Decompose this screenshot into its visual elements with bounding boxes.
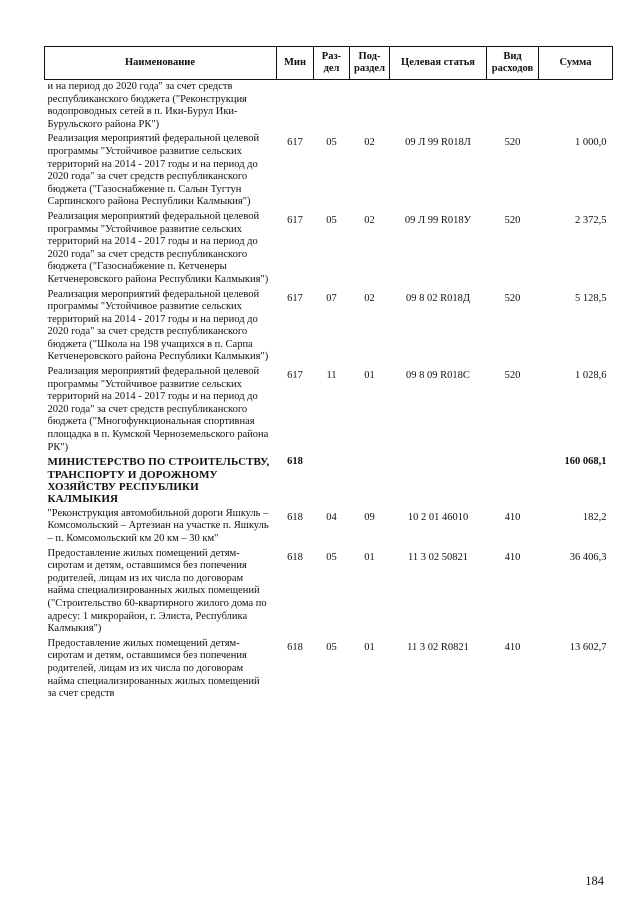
cell-podrazdel: 09	[364, 511, 375, 523]
cell-vid: 410	[504, 641, 521, 653]
cell-name: и на период до 2020 года" за счет средств республиканского бюджета ("Реконструкция водопроводных сетей в п. Ики-Бурул Ики-Бурульского района РК")	[47, 81, 247, 130]
cell-min: 618	[287, 456, 303, 468]
cell-vid: 520	[504, 214, 521, 226]
cell-celevaya	[390, 80, 487, 133]
cell-name: Предоставление жилых помещений детям-сиротам и детям, оставшимся без попечения родителей, лицам из их числа по договорам найма специализированных жилых помещений ("Строительство 60-квартирного жилого дома по адресу: 1 микрорайон, г. Элиста, Республика Калмыкия")	[47, 547, 267, 635]
table-row	[45, 210, 613, 288]
cell-summa: 5 128,5	[575, 292, 607, 304]
cell-summa: 1 028,6	[575, 370, 607, 382]
cell-summa: 36 406,3	[569, 551, 607, 563]
page-number: 184	[585, 874, 604, 888]
cell-vid: 410	[504, 551, 521, 563]
table-row	[45, 507, 613, 547]
cell-celevaya: 10 2 01 46010	[407, 511, 469, 523]
cell-podrazdel	[350, 80, 390, 133]
cell-name: Реализация мероприятий федеральной целевой программы "Устойчивое развитие сельских территорий на 2014 - 2017 годы и на период до 2020 года" за счет средств республиканского бюджета ("Газоснабжение п. Кетченеры Кетченеровского района Республики Калмыкия")	[47, 210, 269, 285]
cell-vid: 520	[504, 137, 521, 149]
cell-razdel	[314, 80, 350, 133]
table-row	[45, 365, 613, 455]
header-min: Мин	[277, 47, 314, 80]
cell-min: 617	[287, 370, 303, 382]
cell-min	[277, 80, 314, 133]
cell-razdel: 07	[326, 292, 337, 304]
header-celevaya: Целевая статья	[390, 47, 487, 80]
table-header	[45, 47, 613, 80]
cell-celevaya	[390, 455, 487, 507]
header-podrazdel: Под-раздел	[350, 47, 390, 80]
table-row	[45, 288, 613, 366]
cell-podrazdel: 01	[364, 551, 375, 563]
cell-razdel: 11	[326, 370, 337, 382]
header-vid: Вид расходов	[487, 47, 539, 80]
cell-celevaya: 09 Л 99 R018У	[404, 214, 472, 226]
cell-min: 617	[287, 214, 303, 226]
cell-celevaya: 09 8 09 R018С	[406, 370, 470, 382]
cell-celevaya: 11 3 02 50821	[408, 551, 468, 563]
cell-name: Реализация мероприятий федеральной целевой программы "Устойчивое развитие сельских территорий на 2014 - 2017 годы и на период до 2020 года" за счет средств республиканского бюджета ("Газоснабжение п. Салын Тугтун Сарпинского района Республики Калмыкия")	[47, 133, 260, 208]
table-row	[45, 132, 613, 210]
budget-table	[44, 46, 613, 702]
cell-podrazdel	[350, 455, 390, 507]
cell-celevaya: 09 Л 99 R018Л	[405, 137, 471, 149]
cell-razdel: 05	[326, 214, 337, 226]
cell-razdel: 05	[326, 551, 337, 563]
cell-min: 618	[287, 641, 303, 653]
cell-min: 618	[287, 511, 303, 523]
cell-summa: 1 000,0	[575, 137, 607, 149]
cell-podrazdel: 02	[364, 214, 375, 226]
cell-podrazdel: 01	[364, 370, 375, 382]
table-row	[45, 637, 613, 702]
cell-podrazdel: 02	[364, 137, 375, 149]
table-row	[45, 80, 613, 133]
cell-celevaya: 11 3 02 R0821	[407, 641, 469, 653]
cell-summa: 160 068,1	[564, 456, 607, 468]
cell-razdel: 05	[326, 137, 337, 149]
header-name: Наименование	[45, 47, 277, 80]
cell-razdel	[314, 455, 350, 507]
cell-vid	[487, 80, 539, 133]
cell-razdel: 05	[326, 641, 337, 653]
cell-min: 617	[287, 137, 303, 149]
cell-summa	[539, 80, 613, 133]
table-row	[45, 547, 613, 637]
cell-name: МИНИСТЕРСТВО ПО СТРОИТЕЛЬСТВУ, ТРАНСПОРТУ И ДОРОЖНОМУ ХОЗЯЙСТВУ РЕСПУБЛИКИ КАЛМЫКИЯ	[47, 456, 270, 506]
cell-name: Реализация мероприятий федеральной целевой программы "Устойчивое развитие сельских территорий на 2014 - 2017 годы и на период до 2020 года" за счет средств республиканского бюджета ("Многофункциональная спортивная площадка в п. Кумской Черноземельского района РК")	[47, 366, 269, 453]
cell-summa: 13 602,7	[569, 641, 607, 653]
cell-vid	[487, 455, 539, 507]
header-summa: Сумма	[539, 47, 613, 80]
cell-razdel: 04	[326, 511, 337, 523]
cell-podrazdel: 02	[364, 292, 375, 304]
cell-vid: 520	[504, 292, 521, 304]
cell-min: 617	[287, 292, 303, 304]
cell-podrazdel: 01	[364, 641, 375, 653]
cell-vid: 520	[504, 370, 521, 382]
cell-summa: 182,2	[582, 511, 607, 523]
cell-min: 618	[287, 551, 303, 563]
header-razdel: Раз-дел	[314, 47, 350, 80]
cell-name: Предоставление жилых помещений детям-сиротам и детям, оставшимся без попечения родителей, лицам из их числа по договорам найма специализированных жилых помещений за счет средств	[47, 637, 260, 700]
table-body	[45, 80, 613, 702]
cell-celevaya: 09 8 02 R018Д	[405, 292, 471, 304]
cell-name: "Реконструкция автомобильной дороги Яшкуль – Комсомольский – Артезиан на участке п. Яшкуль – п. Комсомольский км 20 км – 30 км"	[47, 507, 269, 545]
cell-name: Реализация мероприятий федеральной целевой программы "Устойчивое развитие сельских территорий на 2014 - 2017 годы и на период до 2020 года" за счет средств республиканского бюджета ("Школа на 198 учащихся в п. Сарпа Кетченеровского района Республики Калмыкия")	[47, 288, 269, 363]
cell-summa: 2 372,5	[575, 214, 607, 226]
ministry-row	[45, 455, 613, 507]
cell-vid: 410	[504, 511, 521, 523]
